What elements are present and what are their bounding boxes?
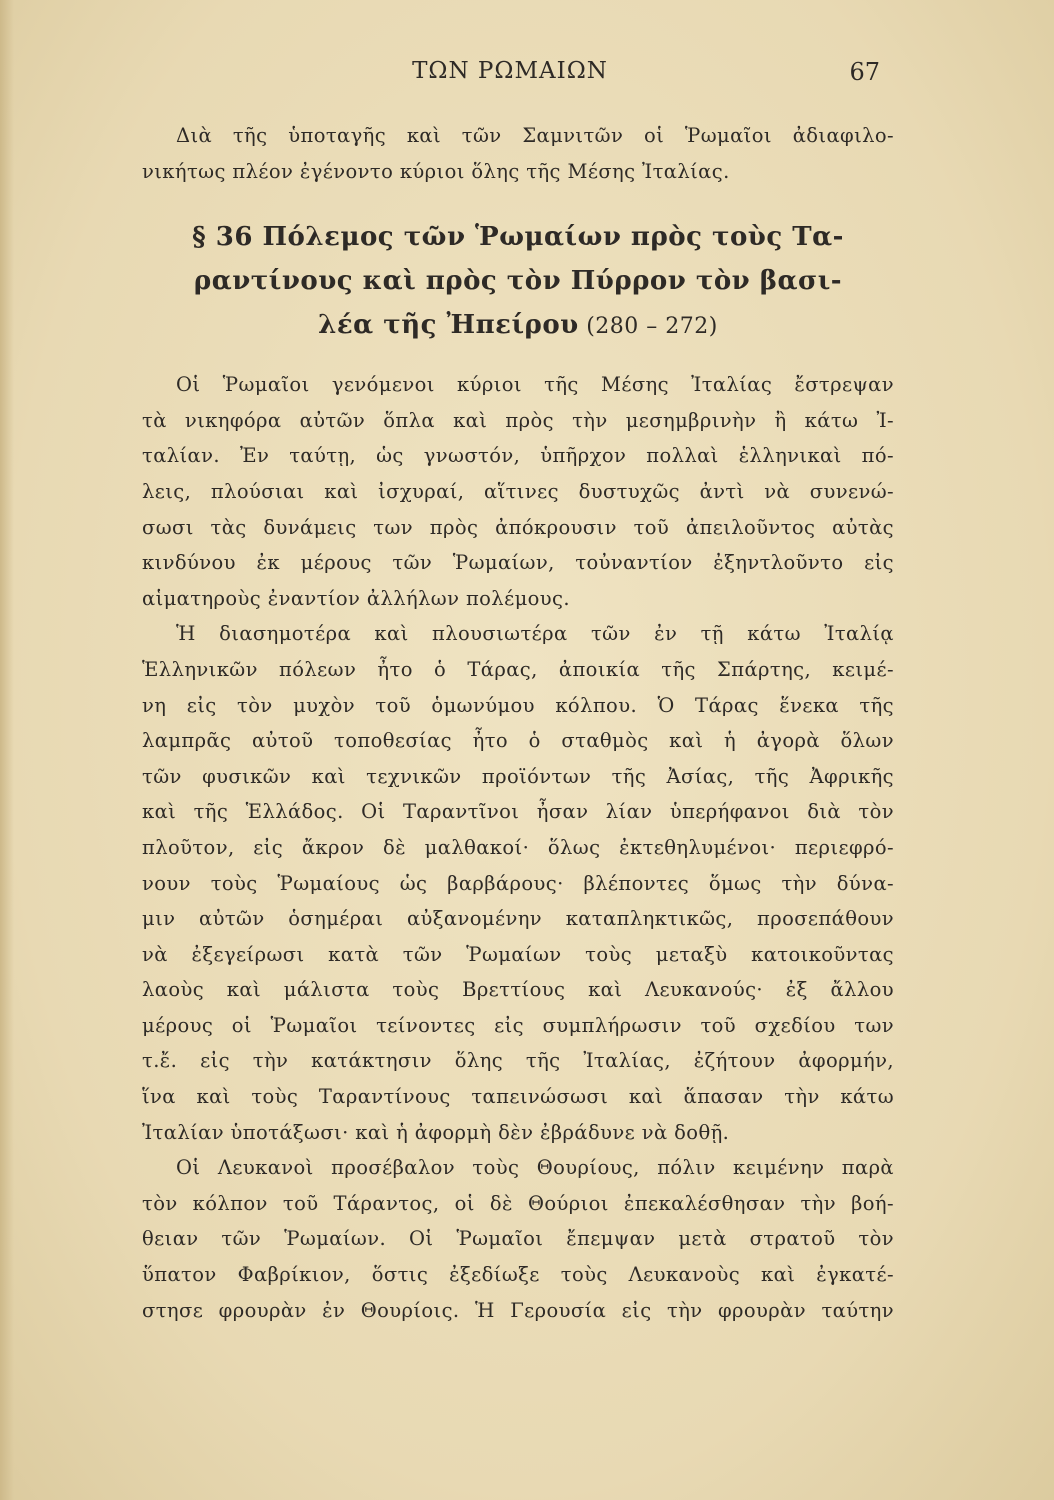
running-title: ΤΩΝ ΡΩΜΑΙΩΝ: [412, 58, 608, 84]
text-line: τῶν φυσικῶν καὶ τεχνικῶν προϊόντων τῆς Ἀσίας, τῆς Ἀφρικῆς: [142, 764, 894, 788]
text-line: Ἑλληνικῶν πόλεων ἦτο ὁ Τάρας, ἀποικία τῆς Σπάρτης, κειμέ-: [142, 657, 894, 681]
heading-line-2: ραντίνους καὶ πρὸς τὸν Πύρρον τὸν βασι-: [193, 266, 843, 297]
text-line: μιν αὐτῶν ὁσημέραι αὐξανομένην καταπληκτικῶς, προσεπάθουν: [142, 907, 894, 931]
text-line: μέρους οἱ Ῥωμαῖοι τείνοντες εἰς συμπλήρωσιν τοῦ σχεδίου των: [142, 1013, 894, 1037]
text-line: λαμπρᾶς αὐτοῦ τοποθεσίας ἦτο ὁ σταθμὸς καὶ ἡ ἀγορὰ ὅλων: [142, 729, 894, 753]
page-number: 67: [849, 58, 880, 86]
paragraph-1: [142, 118, 894, 189]
text-line: καὶ τῆς Ἑλλάδος. Οἱ Ταραντῖνοι ἦσαν λίαν ὑπερήφανοι διὰ τὸν: [142, 800, 894, 824]
text-body: [142, 118, 894, 1328]
text-line: Ἡ διασημοτέρα καὶ πλουσιωτέρα τῶν ἐν τῇ κάτω Ἰταλίᾳ: [176, 622, 894, 646]
text-line: σωσι τὰς δυνάμεις των πρὸς ἀπόκρουσιν τοῦ ἀπειλοῦντος αὐτὰς: [142, 515, 894, 539]
page-edge-shadow: [0, 0, 14, 1500]
section-heading: [142, 215, 894, 347]
text-line: ἵνα καὶ τοὺς Ταραντίνους ταπεινώσωσι καὶ ἅπασαν τὴν κάτω: [142, 1085, 894, 1109]
text-line: ὕπατον Φαβρίκιον, ὅστις ἐξεδίωξε τοὺς Λευκανοὺς καὶ ἐγκατέ-: [142, 1263, 894, 1287]
heading-line-3-title: λέα τῆς Ἠπείρου: [318, 310, 579, 341]
text-line: ταλίαν. Ἐν ταύτῃ, ὡς γνωστόν, ὑπῆρχον πολλαὶ ἑλληνικαὶ πό-: [142, 444, 894, 468]
paragraph-4: [142, 1150, 894, 1328]
text-line: λεις, πλούσιαι καὶ ἰσχυραί, αἵτινες δυστυχῶς ἀντὶ νὰ συνενώ-: [142, 479, 894, 503]
text-line: νὰ ἐξεγείρωσι κατὰ τῶν Ῥωμαίων τοὺς μεταξὺ κατοικοῦντας: [142, 942, 894, 966]
text-line: Διὰ τῆς ὑποταγῆς καὶ τῶν Σαμνιτῶν οἱ Ῥωμαῖοι ἀδιαφιλο-: [176, 124, 894, 147]
text-line: κινδύνου ἐκ μέρους τῶν Ῥωμαίων, τοὐναντίον ἐξηντλοῦντο εἰς: [142, 551, 894, 575]
page-header: [140, 58, 880, 94]
text-line: αἱματηροὺς ἐναντίον ἀλλήλων πολέμους.: [142, 586, 570, 610]
text-line: πλοῦτον, εἰς ἄκρον δὲ μαλθακοί· ὅλως ἐκτεθηλυμένοι· περιεφρό-: [142, 835, 894, 859]
text-line: νουν τοὺς Ῥωμαίους ὡς βαρβάρους· βλέποντες ὅμως τὴν δύνα-: [142, 871, 894, 895]
text-line: Οἱ Λευκανοὶ προσέβαλον τοὺς Θουρίους, πόλιν κειμένην παρὰ: [176, 1156, 894, 1180]
heading-line-3: [142, 303, 894, 347]
text-line: λαοὺς καὶ μάλιστα τοὺς Βρεττίους καὶ Λευκανούς· ἐξ ἄλλου: [142, 978, 894, 1002]
text-line: Ἰταλίαν ὑποτάξωσι· καὶ ἡ ἀφορμὴ δὲν ἐβράδυνε νὰ δοθῇ.: [142, 1120, 730, 1144]
text-line: νικήτως πλέον ἐγένοντο κύριοι ὅλης τῆς Μέσης Ἰταλίας.: [142, 159, 730, 183]
heading-line-1: § 36 Πόλεμος τῶν Ῥωμαίων πρὸς τοὺς Τα-: [192, 222, 844, 253]
paragraph-3: [142, 616, 894, 1150]
text-line: στησε φρουρὰν ἐν Θουρίοις. Ἡ Γερουσία εἰς τὴν φρουρὰν ταύτην: [142, 1298, 894, 1322]
text-line: τὰ νικηφόρα αὐτῶν ὅπλα καὶ πρὸς τὴν μεσημβρινὴν ἢ κάτω Ἰ-: [142, 408, 894, 432]
text-line: τὸν κόλπον τοῦ Τάραντος, οἱ δὲ Θούριοι ἐπεκαλέσθησαν τὴν βοή-: [142, 1191, 894, 1215]
heading-dates: (280 – 272): [586, 314, 718, 340]
text-line: θειαν τῶν Ῥωμαίων. Οἱ Ῥωμαῖοι ἔπεμψαν μετὰ στρατοῦ τὸν: [142, 1227, 894, 1251]
text-line: Οἱ Ῥωμαῖοι γενόμενοι κύριοι τῆς Μέσης Ἰταλίας ἔστρεψαν: [176, 373, 894, 397]
text-line: τ.ἔ. εἰς τὴν κατάκτησιν ὅλης τῆς Ἰταλίας, ἐζήτουν ἀφορμήν,: [142, 1049, 894, 1073]
paragraph-2: [142, 367, 894, 616]
text-line: νη εἰς τὸν μυχὸν τοῦ ὁμωνύμου κόλπου. Ὁ Τάρας ἕνεκα τῆς: [142, 693, 894, 717]
